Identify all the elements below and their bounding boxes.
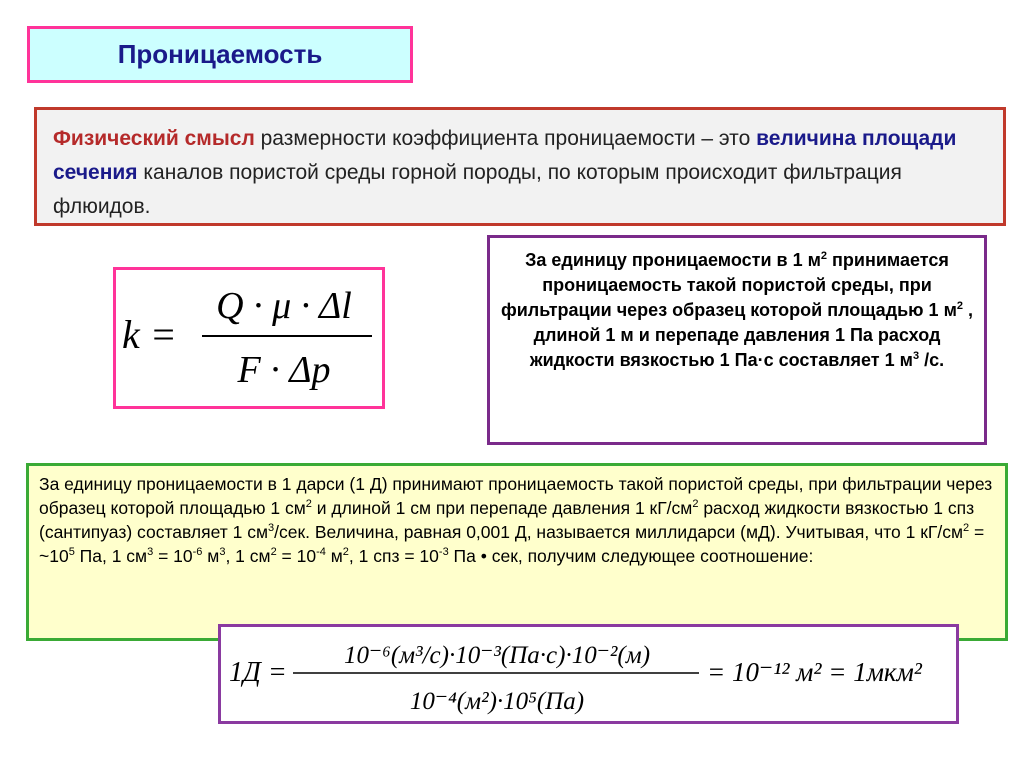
si-text-2: принимается проницаемость такой пористой среды, при фильтрации через образец которой площадью 1 м <box>500 250 957 320</box>
darcy-sup: 2 <box>342 546 349 559</box>
definition-box <box>34 107 1006 226</box>
si-text-3: , длиной 1 м и перепаде давления 1 Па расход жидкости вязкостью 1 Па·с составляет 1 м <box>529 300 974 370</box>
darcy-sup: -4 <box>316 546 326 559</box>
darcy-text: , 1 см <box>225 546 271 566</box>
darcy-text: м <box>325 546 343 566</box>
darcy-text: , 1 спз = 10 <box>348 546 439 566</box>
darcy-text: м <box>202 546 220 566</box>
definition-text-1: размерности коэффициента проницаемости – это <box>254 127 757 150</box>
conversion-lhs: 1Д = <box>229 657 287 688</box>
si-text-4: /с. <box>919 350 945 370</box>
conversion-result: = 10⁻¹² м² = 1мкм² <box>707 657 922 687</box>
darcy-sup: 2 <box>962 522 970 535</box>
formula-lhs: k = <box>122 312 177 357</box>
formula-denominator: F · Δp <box>237 349 331 391</box>
si-text-1: За единицу проницаемости в 1 м <box>525 250 821 270</box>
title-box <box>27 26 413 83</box>
permeability-formula <box>116 270 382 406</box>
darcy-text: = ~10 <box>39 522 985 566</box>
si-unit-box <box>487 235 987 445</box>
darcy-sup: 2 <box>692 498 699 511</box>
conversion-formula-box <box>218 624 959 724</box>
darcy-sup: -6 <box>192 546 203 559</box>
darcy-sup: -3 <box>438 546 449 559</box>
darcy-sup: 5 <box>68 546 75 559</box>
darcy-text: = 10 <box>276 546 317 566</box>
darcy-text: Па, 1 см <box>74 546 148 566</box>
conversion-numerator: 10⁻⁶(м³/с)·10⁻³(Па·с)·10⁻²(м) <box>343 642 651 669</box>
darcy-sup: 3 <box>219 546 226 559</box>
darcy-text: расход жидкости вязкостью 1 спз (сантипуаз) составляет 1 см <box>39 498 975 542</box>
si-sup-1: 2 <box>820 250 828 262</box>
darcy-sup: 3 <box>268 522 275 535</box>
page-title: Проницаемость <box>117 39 323 69</box>
darcy-text: Па • сек, получим следующее соотношение: <box>448 546 814 566</box>
conversion-denominator: 10⁻⁴(м²)·10⁵(Па) <box>409 688 585 715</box>
darcy-sup: 3 <box>147 546 154 559</box>
si-sup-2: 2 <box>956 300 964 312</box>
definition-highlight-red: Физический смысл <box>53 127 255 150</box>
darcy-sup: 2 <box>305 498 312 511</box>
permeability-formula-box <box>113 267 385 409</box>
conversion-formula <box>221 627 956 721</box>
definition-text-2: каналов пористой среды горной породы, по которым происходит фильтрация флюидов. <box>53 161 902 218</box>
darcy-text: и длиной 1 см при перепаде давления 1 кГ/см <box>311 498 693 518</box>
si-sup-3: 3 <box>912 350 920 362</box>
darcy-sup: 2 <box>270 546 277 559</box>
darcy-box <box>26 463 1008 641</box>
darcy-text: За единицу проницаемости в 1 дарси (1 Д) принимают проницаемость такой пористой среды, при фильтрации через образец которой площадью 1 см <box>39 474 993 518</box>
darcy-text: /сек. Величина, равная 0,001 Д, называется миллидарси (мД). Учитывая, что 1 кГ/см <box>274 522 963 542</box>
formula-numerator: Q · μ · Δl <box>216 285 352 327</box>
definition-highlight-blue: величина площади сечения <box>53 127 957 184</box>
darcy-text: = 10 <box>153 546 193 566</box>
